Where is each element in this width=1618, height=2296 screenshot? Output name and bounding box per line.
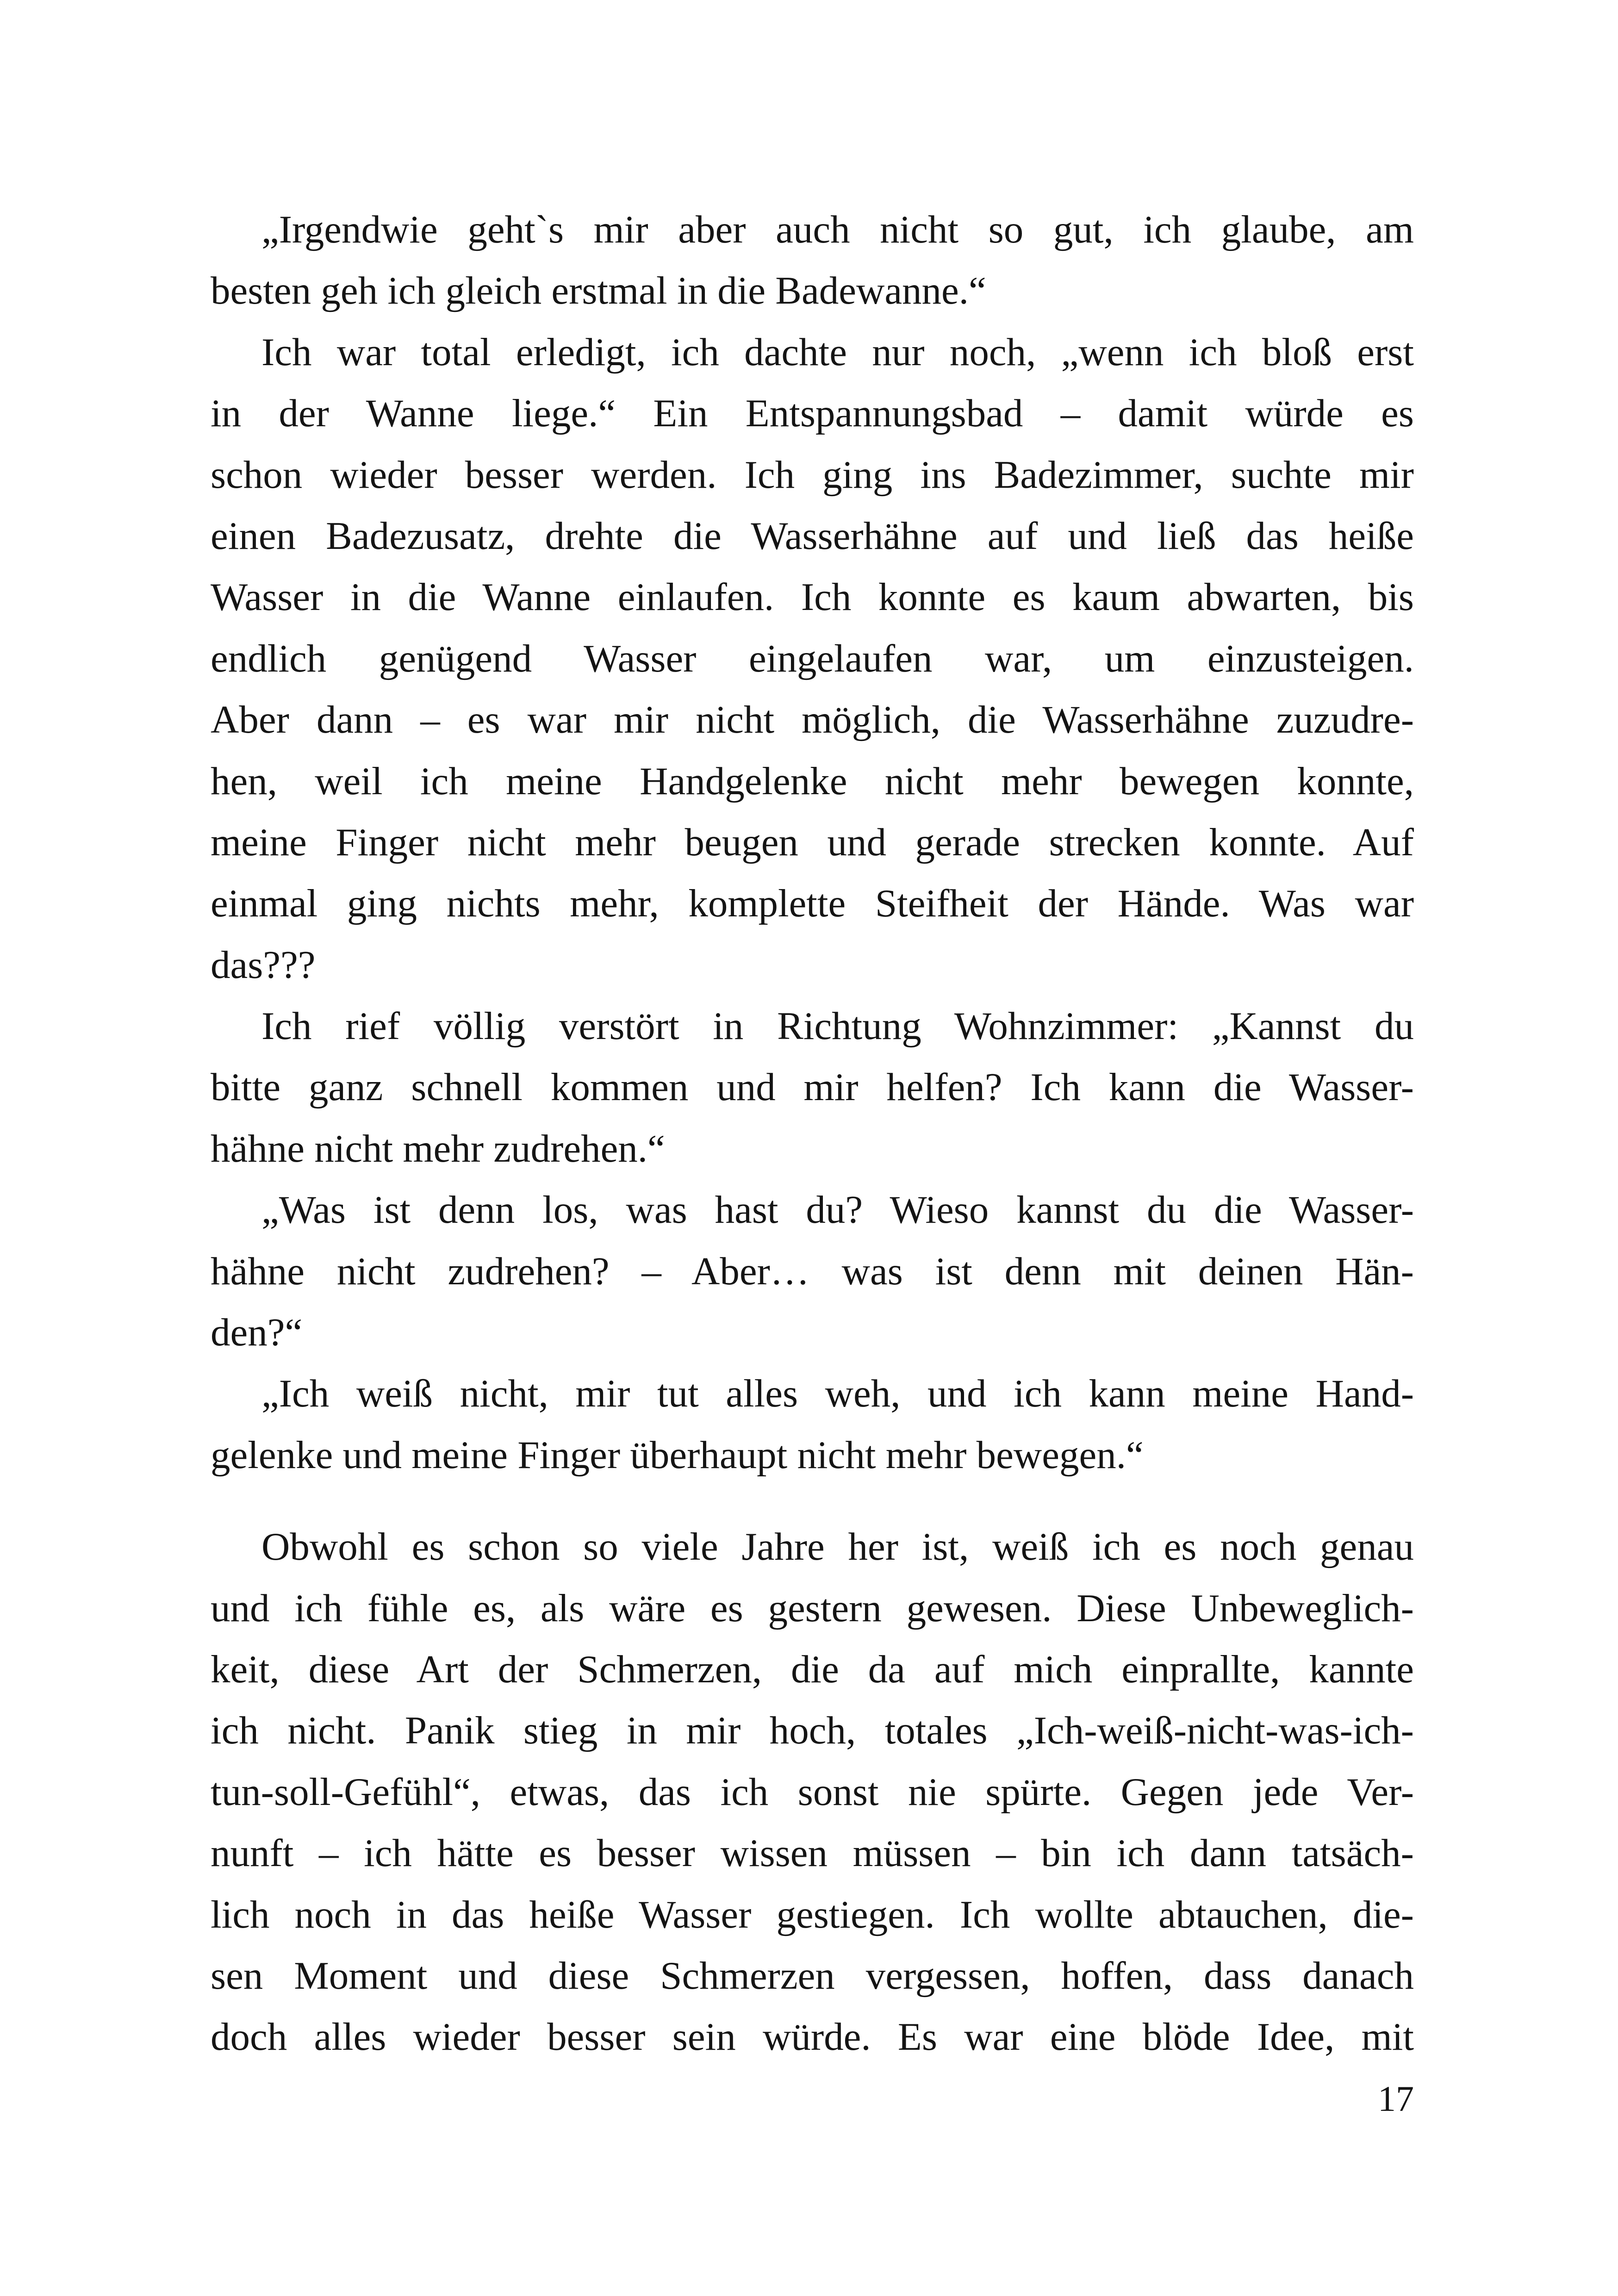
text-line: in der Wanne liege.“ Ein Entspannungsbad – damit würde es (211, 392, 1414, 436)
text-line: bitte ganz schnell kommen und mir helfen? Ich kann die Wasser- (211, 1065, 1414, 1109)
paragraph (211, 199, 1414, 322)
text-line: einmal ging nichts mehr, komplette Steifheit der Hände. Was war (211, 882, 1414, 926)
page-number: 17 (1378, 2078, 1414, 2119)
text-line: den?“ (211, 1311, 303, 1355)
text-line: endlich genügend Wasser eingelaufen war, um einzusteigen. (211, 636, 1414, 680)
text-line: und ich fühle es, als wäre es gestern gewesen. Diese Unbeweglich- (211, 1586, 1414, 1630)
text-line: nunft – ich hätte es besser wissen müssen – bin ich dann tatsäch- (211, 1831, 1414, 1875)
text-line: schon wieder besser werden. Ich ging ins Badezimmer, suchte mir (211, 453, 1414, 497)
paragraph (211, 1516, 1414, 2068)
text-line: Ich rief völlig verstört in Richtung Wohnzimmer: „Kannst du (261, 1004, 1414, 1048)
section-break (211, 1486, 1414, 1516)
text-line: ich nicht. Panik stieg in mir hoch, totales „Ich-weiß-nicht-was-ich- (211, 1709, 1414, 1753)
paragraph (211, 1363, 1414, 1486)
text-line: hähne nicht mehr zudrehen.“ (211, 1126, 665, 1170)
body-text (211, 199, 1414, 2068)
paragraph (211, 1179, 1414, 1363)
text-line: gelenke und meine Finger überhaupt nicht mehr bewegen.“ (211, 1433, 1144, 1477)
text-line: „Was ist denn los, was hast du? Wieso kannst du die Wasser- (261, 1188, 1414, 1232)
text-line: einen Badezusatz, drehte die Wasserhähne auf und ließ das heiße (211, 514, 1414, 558)
text-line: „Ich weiß nicht, mir tut alles weh, und ich kann meine Hand- (261, 1372, 1414, 1416)
paragraph (211, 322, 1414, 996)
text-line: besten geh ich gleich erstmal in die Badewanne.“ (211, 269, 986, 313)
text-line: lich noch in das heiße Wasser gestiegen. Ich wollte abtauchen, die- (211, 1892, 1414, 1936)
text-line: „Irgendwie geht`s mir aber auch nicht so gut, ich glaube, am (261, 208, 1414, 251)
paragraph (211, 996, 1414, 1179)
text-line: doch alles wieder besser sein würde. Es war eine blöde Idee, mit (211, 2015, 1414, 2059)
text-line: meine Finger nicht mehr beugen und gerade strecken konnte. Auf (211, 820, 1414, 864)
text-line: hähne nicht zudrehen? – Aber… was ist denn mit deinen Hän- (211, 1249, 1414, 1293)
text-line: Aber dann – es war mir nicht möglich, die Wasserhähne zuzudre- (211, 698, 1414, 742)
text-line: Obwohl es schon so viele Jahre her ist, weiß ich es noch genau (261, 1525, 1414, 1569)
text-line: Wasser in die Wanne einlaufen. Ich konnte es kaum abwarten, bis (211, 575, 1414, 619)
text-line: hen, weil ich meine Handgelenke nicht mehr bewegen konnte, (211, 759, 1414, 803)
text-line: tun-soll-Gefühl“, etwas, das ich sonst nie spürte. Gegen jede Ver- (211, 1770, 1414, 1814)
text-line: sen Moment und diese Schmerzen vergessen, hoffen, dass danach (211, 1954, 1414, 1997)
text-line: das??? (211, 943, 316, 987)
text-line: keit, diese Art der Schmerzen, die da auf mich einprallte, kannte (211, 1647, 1414, 1691)
text-line: Ich war total erledigt, ich dachte nur noch, „wenn ich bloß erst (261, 330, 1414, 374)
